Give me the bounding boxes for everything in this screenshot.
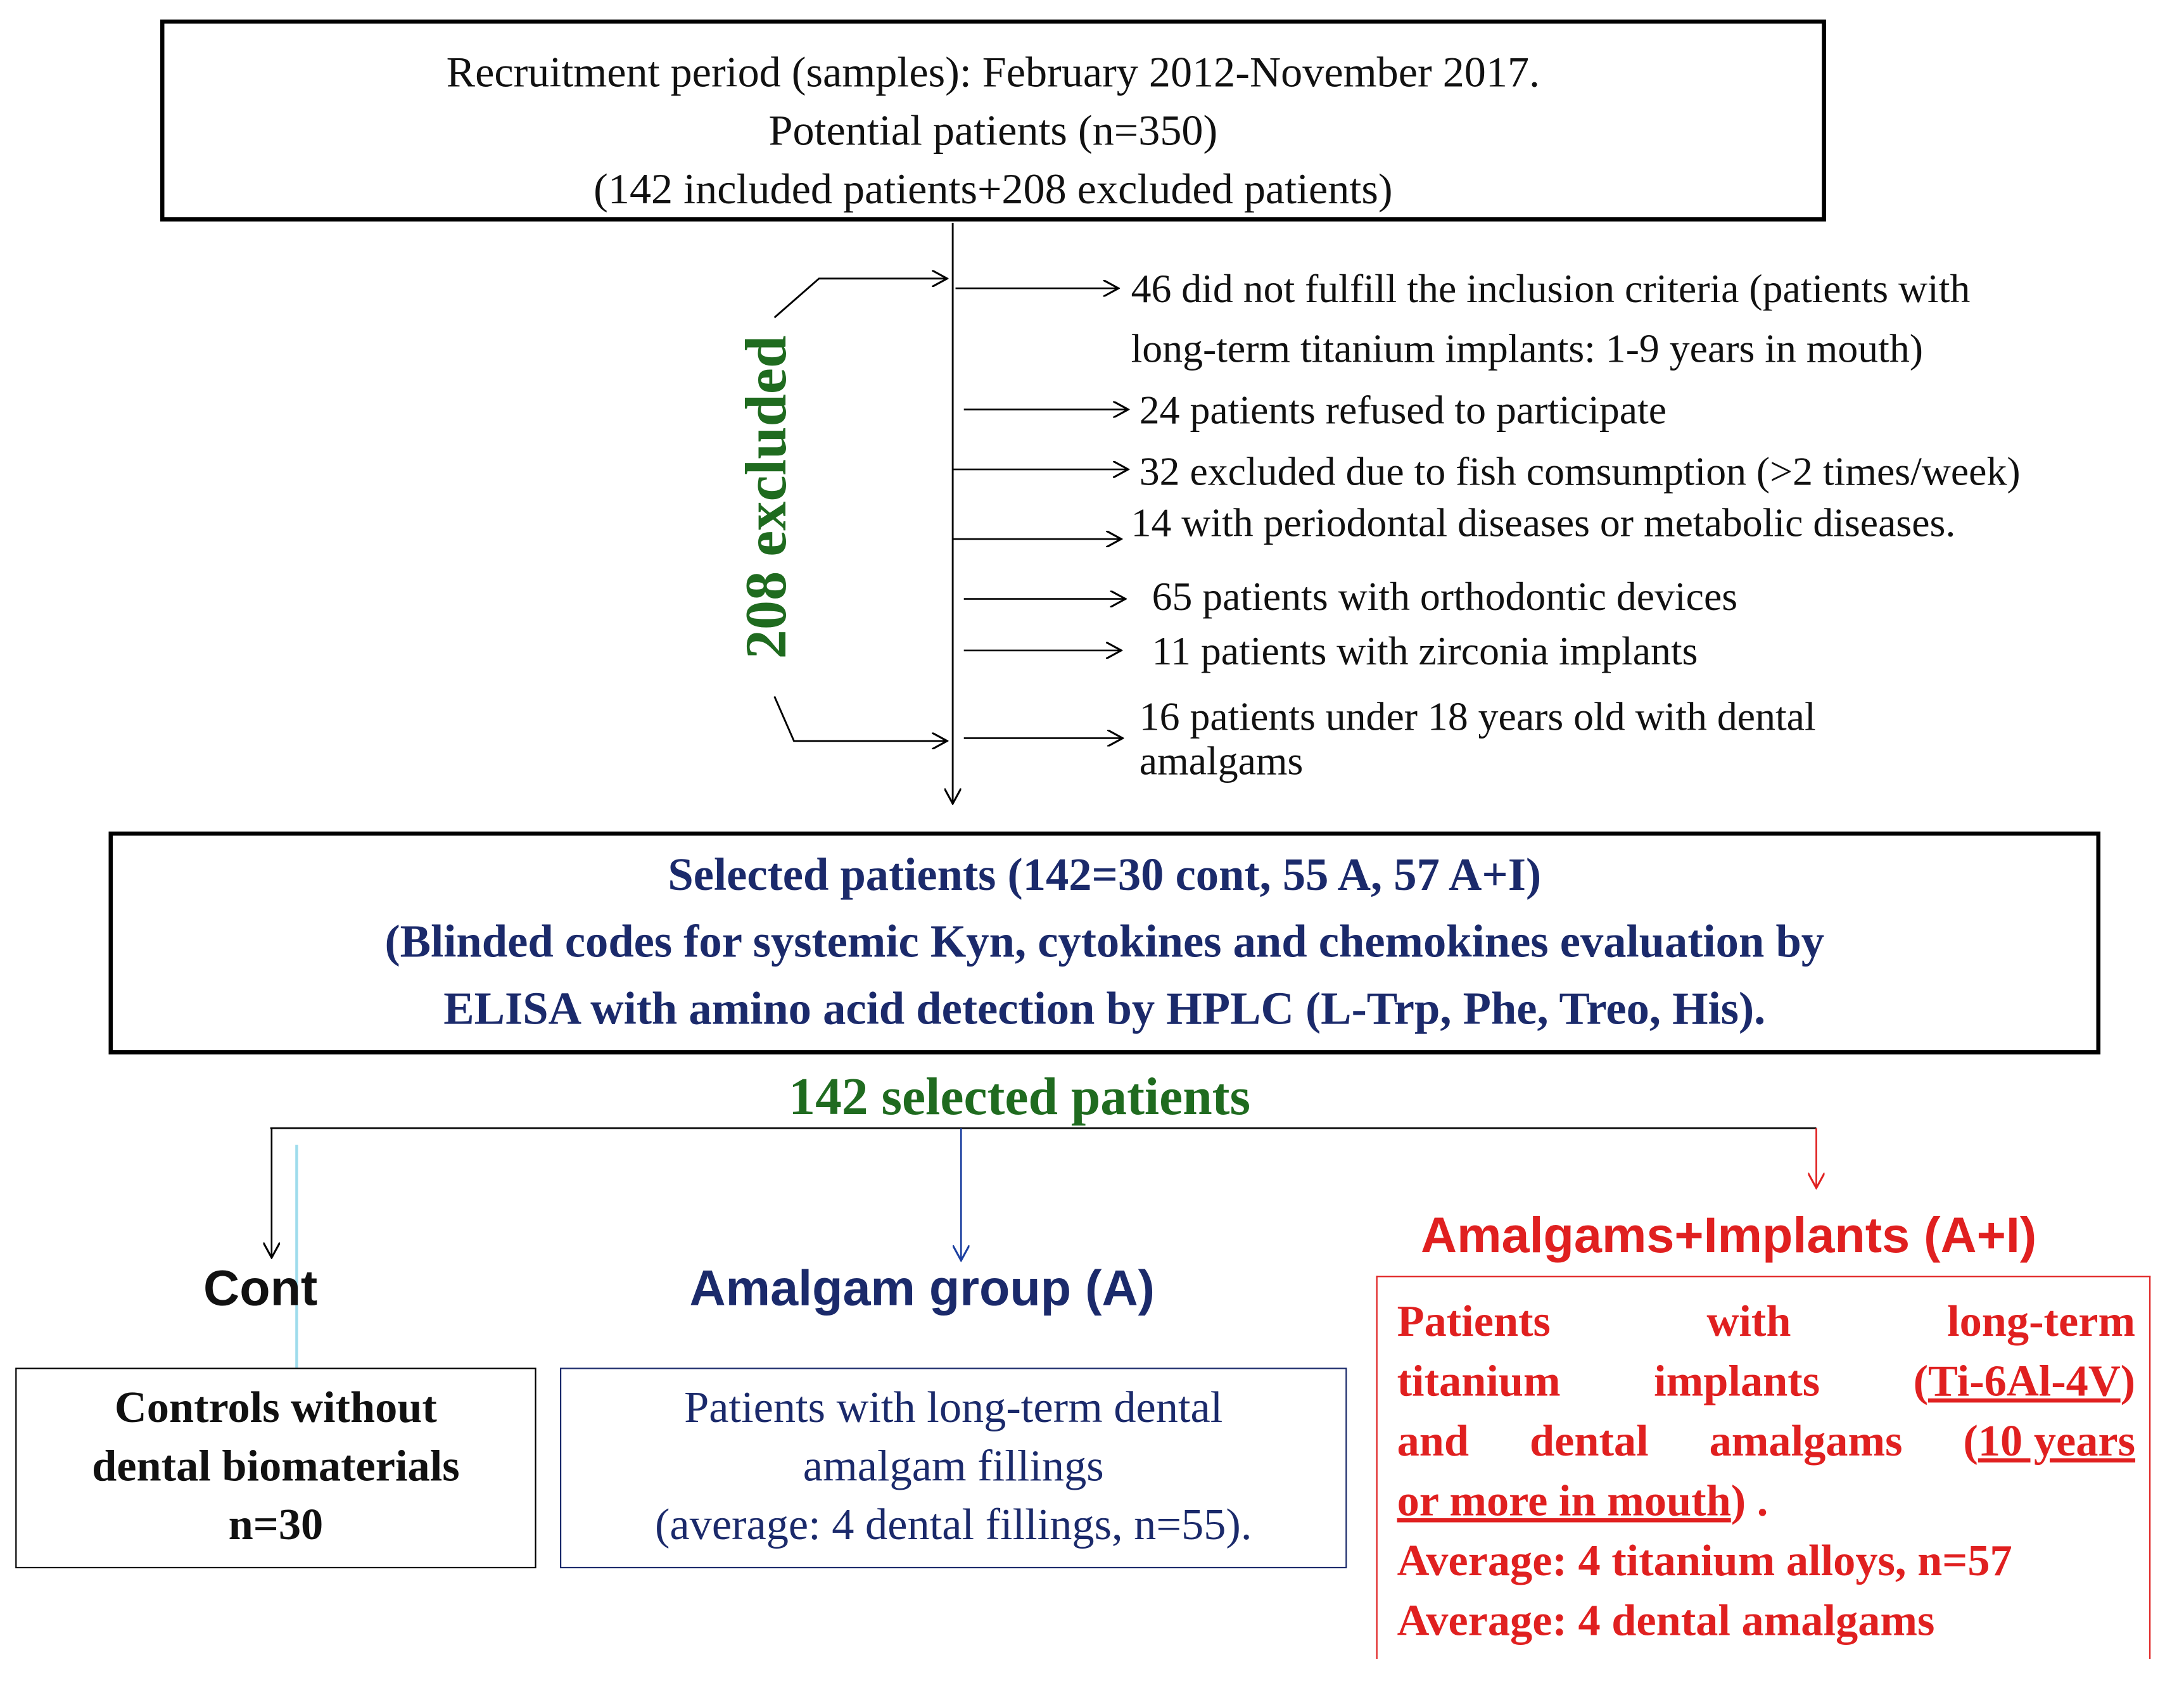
exclusion-reason-6: 11 patients with zirconia implants <box>1152 629 1698 675</box>
cont-group-title: Cont <box>203 1259 318 1317</box>
exclusion-reason-1: 46 did not fulfill the inclusion criteria (patients with long-term titanium implants: 1-9 years in mouth) <box>1131 267 1971 372</box>
ai-average-implants: Average: 4 titanium alloys, n=57 <box>1397 1535 2012 1585</box>
amalgam-group-title: Amalgam group (A) <box>689 1259 1155 1317</box>
excluded-bracket-top <box>775 279 948 318</box>
cont-box: Controls without dental biomaterials n=30 <box>15 1367 536 1568</box>
selected-count-label: 142 selected patients <box>789 1068 1251 1127</box>
included-excluded-summary: (142 included patients+208 excluded patients) <box>594 164 1393 213</box>
ai-desc-row-3: and dental amalgams (10 years <box>1397 1415 2136 1466</box>
ai-desc-row-4: or more in mouth) . <box>1397 1475 1768 1525</box>
amalgam-box: Patients with long-term dental amalgam fillings (average: 4 dental fillings, n=55). <box>560 1367 1347 1568</box>
ai-average-amalgams: Average: 4 dental amalgams <box>1397 1594 1935 1646</box>
selected-patients-method-1: (Blinded codes for systemic Kyn, cytokines and chemokines evaluation by <box>384 918 1825 968</box>
recruitment-period: Recruitment period (samples): February 2012-November 2017. <box>446 47 1540 96</box>
recruitment-box <box>160 20 1826 222</box>
exclusion-reason-7: 16 patients under 18 years old with dental amalgams <box>1139 695 1816 785</box>
ai-desc-row-1: Patients with long-term <box>1397 1295 2136 1346</box>
alloy-name: Ti-6Al-4V <box>1928 1355 2121 1405</box>
ai-group-title: Amalgams+Implants (A+I) <box>1420 1206 2037 1264</box>
exclusion-reason-3: 32 excluded due to fish comsumption (>2 times/week) <box>1139 450 2021 495</box>
ai-box <box>1376 1276 2151 1659</box>
exclusion-reason-4: 14 with periodontal diseases or metabolic diseases. <box>1131 501 1956 547</box>
excluded-bracket-bottom <box>775 697 948 741</box>
exclusion-reason-2: 24 patients refused to participate <box>1139 388 1667 433</box>
selected-patients-title: Selected patients (142=30 cont, 55 A, 57 A+I) <box>668 851 1542 901</box>
potential-patients: Potential patients (n=350) <box>768 106 1218 155</box>
ai-desc-row-2: titanium implants (Ti-6Al-4V) <box>1397 1355 2136 1405</box>
excluded-count-label: 208 excluded <box>735 335 800 659</box>
selected-patients-box <box>109 832 2101 1055</box>
selected-patients-method-2: ELISA with amino acid detection by HPLC (L-Trp, Phe, Treo, His). <box>443 984 1766 1035</box>
exclusion-reason-5: 65 patients with orthodontic devices <box>1152 575 1738 620</box>
